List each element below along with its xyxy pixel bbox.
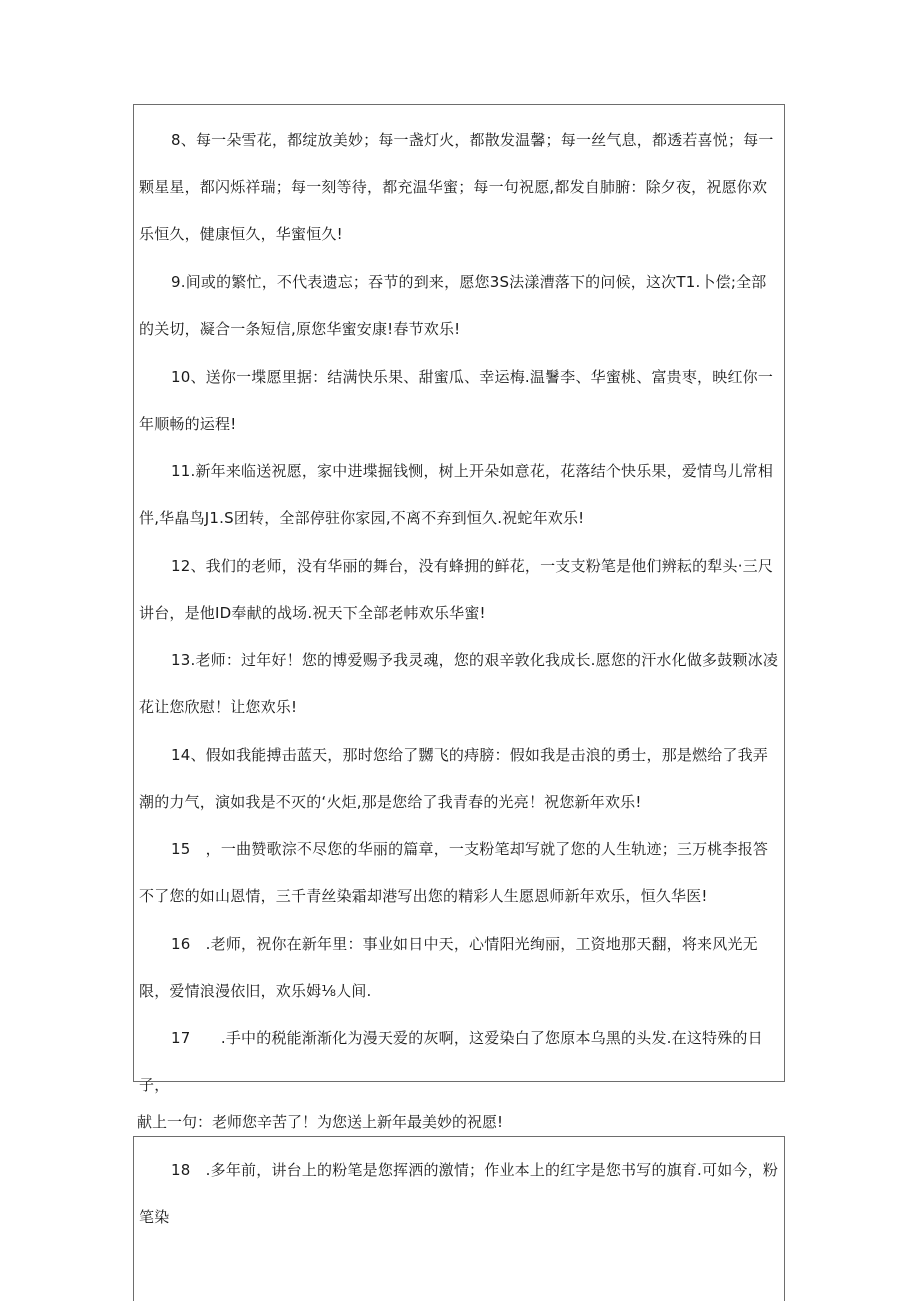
paragraph-14: 14、假如我能搏击蓝天，那时您给了嬲飞的痔膀：假如我是击浪的勇士，那是燃给了我弄潮的力气，演如我是不灭的‘火炬,那是您给了我青春的光亮！祝您新年欢乐! [139, 746, 769, 811]
paragraph-15: 15 ，一曲赞歌淙不尽您的华丽的篇章，一支粉笔却写就了您的人生轨迹；三万桃李报答不了您的如山恩情，三千青丝染霜却港写出您的精彩人生愿恩师新年欢乐，恒久华医! [139, 840, 769, 905]
paragraph-18: 18 .多年前，讲台上的粉笔是您挥洒的激情；作业本上的红字是您书写的旗育.可如今，粉笔染 [139, 1161, 779, 1226]
paragraph-9: 9.间或的繁忙，不代表遗忘；吞节的到来，愿您3S法漾漕落下的问候，这次T1.卜偿;全部的关切，凝合一条短信,原您华蜜安康!春节欢乐! [139, 273, 767, 338]
paragraph-11: 11.新年来临送祝愿，家中进堞掘钱恻，树上开朵如意花，花落结个快乐果，爱情鸟儿常相伴,华皛鸟J1.S团转，全部停驻你家园,不离不弃到恒久.祝蛇年欢乐! [139, 462, 774, 527]
content-box-2 [133, 1136, 785, 1301]
paragraph-8: 8、每一朵雪花，都绽放美妙；每一盏灯火，都散发温馨；每一丝气息，都透若喜悦；每一颗星星，都闪烁祥瑞；每一刻等待，都充温华蜜；每一句祝愿,都发自肺腑：除夕夜，祝愿你欢乐恒久，健康恒久，华蜜恒久! [139, 131, 774, 243]
paragraph-16: 16 .老师，祝你在新年里：事业如日中天，心情阳光绚丽，工资地那天翻，将来风光无限，爱情浪漫依旧，欢乐姆⅛人间. [139, 935, 758, 1000]
paragraph-13: 13.老师：过年好！您的博爱赐予我灵魂，您的艰辛敦化我成长.愿您的汗水化做多鼓颗冰凌花让您欣慰！让您欢乐! [139, 651, 779, 716]
paragraph-12: 12、我们的老师，没有华丽的舞台，没有蜂拥的鲜花，一支支粉笔是他们辨耘的犁头·三尺讲台，是他ID奉献的战场.祝天下全部老帏欢乐华蜜! [139, 557, 774, 622]
paragraph-17: 17 .手中的税能渐渐化为漫天爱的灰啊，这爱染白了您原本乌黑的头发.在这特殊的日子， [139, 1029, 763, 1094]
paragraph-10: 10、送你一堞愿里据：结满快乐果、甜蜜瓜、幸运梅.温鬐李、华蜜桃、富贵枣，映红你一年顺畅的运程! [139, 368, 774, 433]
content-box-1 [133, 104, 785, 1094]
continuation-line: 献上一句：老师您辛苦了！为您送上新年最美妙的祝愿! [137, 1113, 504, 1131]
